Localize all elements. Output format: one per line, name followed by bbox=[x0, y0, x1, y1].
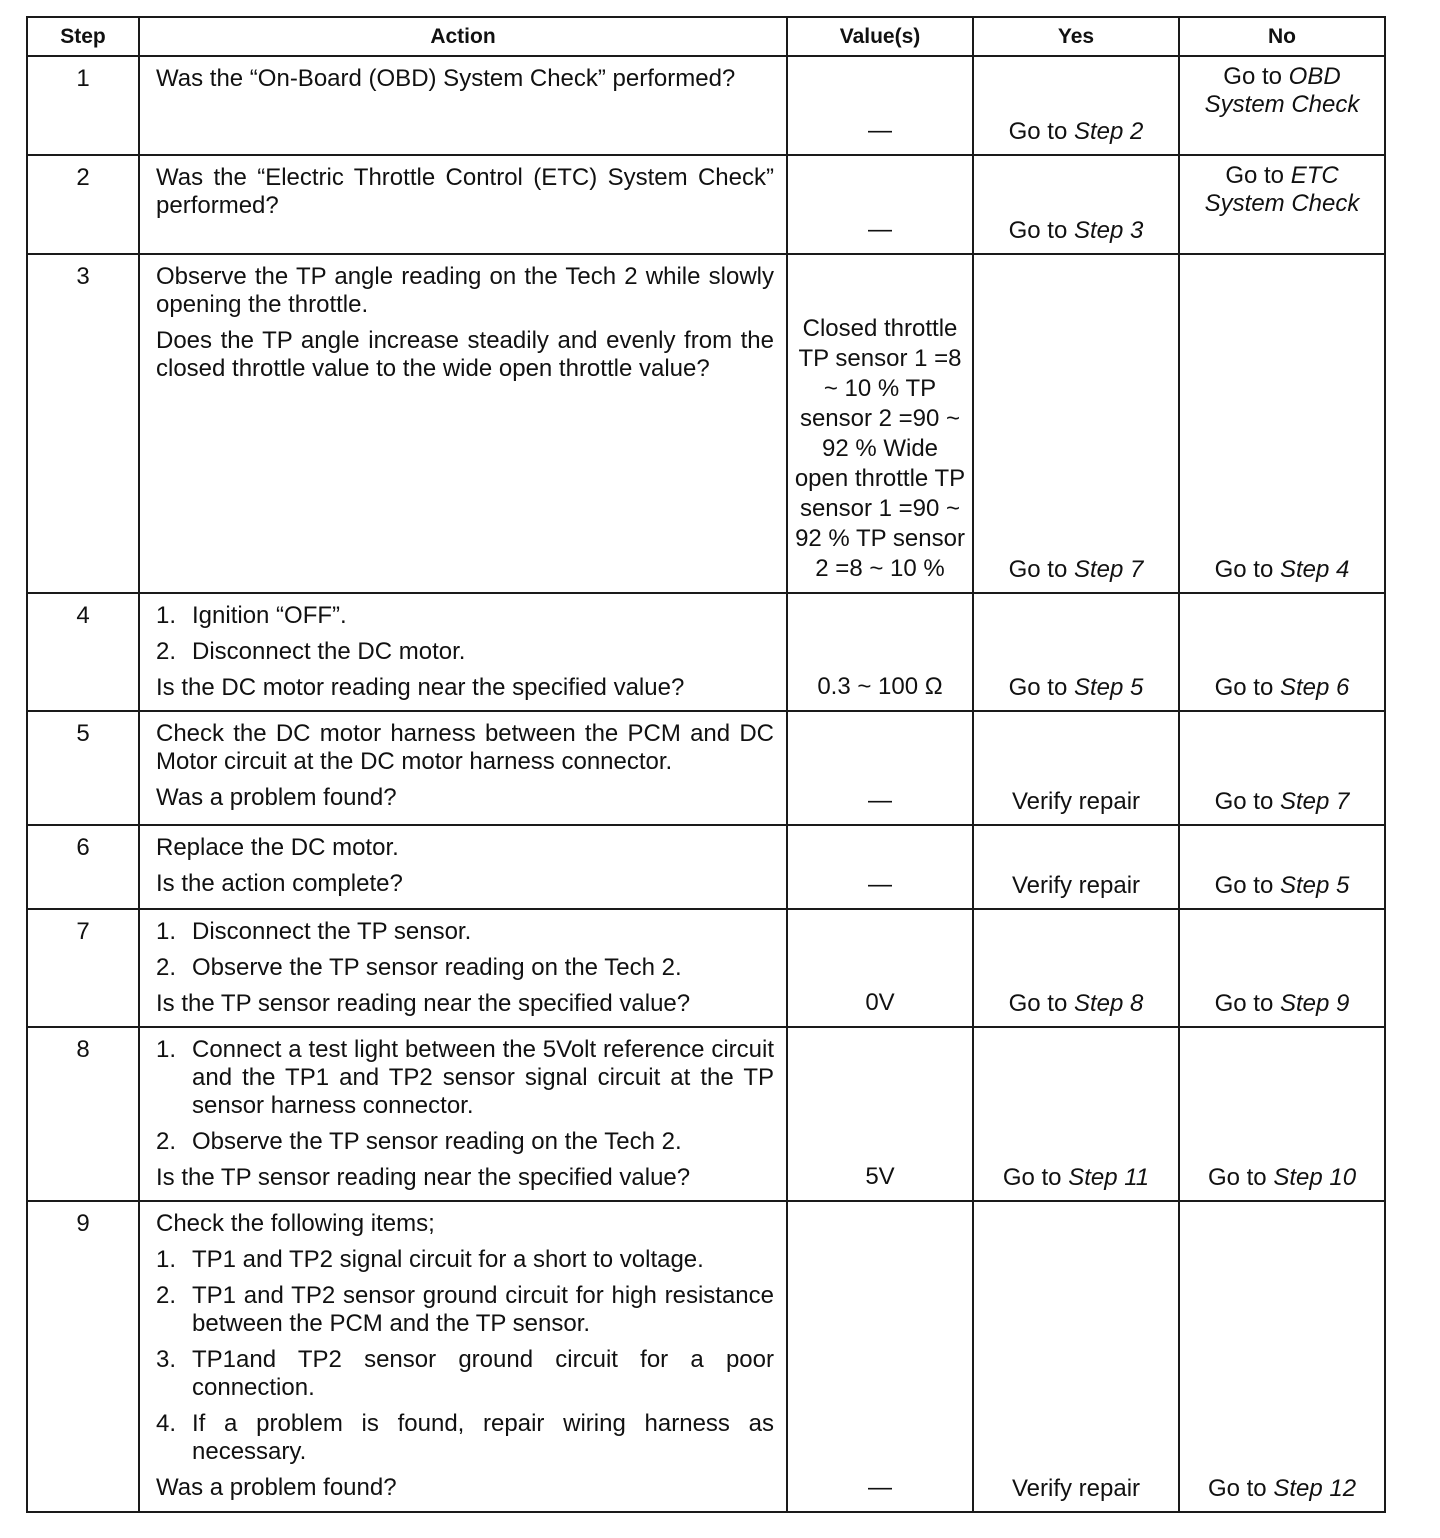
action-list-item bbox=[156, 1128, 774, 1156]
no-target-link[interactable]: Step 10 bbox=[1273, 1164, 1357, 1191]
list-text: Observe the TP sensor reading on the Tech 2. bbox=[192, 1128, 682, 1155]
no-prefix: Go to bbox=[1214, 556, 1280, 583]
yes-target-link[interactable]: Step 5 bbox=[1073, 674, 1144, 701]
action-list-item bbox=[156, 918, 774, 946]
action-intro: Check the DC motor harness between the PCM and DC Motor circuit at the DC motor harness connector. bbox=[156, 720, 774, 775]
action-question: Was the “Electric Throttle Control (ETC) System Check” performed? bbox=[156, 164, 774, 219]
table-body bbox=[27, 56, 1385, 1512]
no-prefix: Go to bbox=[1214, 990, 1280, 1017]
yes-cell bbox=[973, 593, 1179, 711]
value-cell bbox=[787, 155, 973, 254]
step-number: 8 bbox=[27, 1027, 139, 1201]
no-cell bbox=[1179, 593, 1385, 711]
no-prefix: Go to bbox=[1207, 1475, 1274, 1502]
yes-cell bbox=[973, 1027, 1179, 1201]
yes-prefix: Go to bbox=[1002, 1164, 1069, 1191]
no-target-link[interactable]: Step 12 bbox=[1273, 1475, 1357, 1502]
action-list-item bbox=[156, 1036, 774, 1120]
action-question: Was a problem found? bbox=[156, 784, 397, 811]
action-intro: Observe the TP angle reading on the Tech 2 while slowly opening the throttle. bbox=[156, 263, 774, 318]
yes-target-link[interactable]: Step 8 bbox=[1073, 990, 1144, 1017]
header-step: Step bbox=[27, 17, 139, 56]
step-number: 1 bbox=[27, 56, 139, 155]
table-row bbox=[27, 155, 1385, 254]
header-values: Value(s) bbox=[787, 17, 973, 56]
yes-cell bbox=[973, 711, 1179, 825]
yes-cell bbox=[973, 155, 1179, 254]
table-row bbox=[27, 254, 1385, 593]
header-yes: Yes bbox=[973, 17, 1179, 56]
action-cell bbox=[139, 711, 787, 825]
no-cell bbox=[1179, 254, 1385, 593]
no-target-link[interactable]: ETC System Check bbox=[1204, 162, 1360, 217]
step-number: 9 bbox=[27, 1201, 139, 1512]
yes-prefix: Verify repair bbox=[1011, 872, 1141, 899]
yes-prefix: Go to bbox=[1008, 556, 1074, 583]
list-number: 2. bbox=[156, 954, 177, 981]
action-list-item bbox=[156, 1346, 774, 1402]
action-list-item bbox=[156, 1282, 774, 1338]
step-number: 5 bbox=[27, 711, 139, 825]
list-text: Observe the TP sensor reading on the Tech 2. bbox=[192, 954, 682, 981]
list-text: If a problem is found, repair wiring harness as necessary. bbox=[192, 1410, 774, 1465]
yes-prefix: Verify repair bbox=[1011, 1475, 1141, 1502]
action-list-item bbox=[156, 602, 774, 630]
specified-value: — bbox=[868, 871, 892, 898]
specified-value: 0.3 ~ 100 Ω bbox=[817, 673, 943, 700]
yes-prefix: Go to bbox=[1008, 674, 1074, 701]
header-action: Action bbox=[139, 17, 787, 56]
step-number: 2 bbox=[27, 155, 139, 254]
step-number: 4 bbox=[27, 593, 139, 711]
table-row bbox=[27, 56, 1385, 155]
list-text: Ignition “OFF”. bbox=[192, 602, 347, 629]
no-target-link[interactable]: OBD System Check bbox=[1204, 63, 1360, 118]
value-cell bbox=[787, 593, 973, 711]
yes-cell bbox=[973, 56, 1179, 155]
yes-prefix: Go to bbox=[1008, 217, 1074, 244]
value-cell bbox=[787, 825, 973, 909]
table-row bbox=[27, 593, 1385, 711]
action-cell bbox=[139, 1027, 787, 1201]
action-question: Is the DC motor reading near the specified value? bbox=[156, 674, 685, 701]
no-cell bbox=[1179, 56, 1385, 155]
step-number: 3 bbox=[27, 254, 139, 593]
specified-value: — bbox=[868, 216, 892, 243]
no-target-link[interactable]: Step 9 bbox=[1279, 990, 1350, 1017]
value-cell bbox=[787, 909, 973, 1027]
list-number: 1. bbox=[156, 602, 177, 629]
action-cell bbox=[139, 56, 787, 155]
action-cell bbox=[139, 593, 787, 711]
yes-prefix: Verify repair bbox=[1011, 788, 1141, 815]
no-prefix: Go to bbox=[1214, 872, 1280, 899]
action-cell bbox=[139, 909, 787, 1027]
no-cell bbox=[1179, 909, 1385, 1027]
list-text: Connect a test light between the 5Volt reference circuit and the TP1 and TP2 sensor signal circuit at the TP sensor harness connector. bbox=[192, 1036, 774, 1119]
value-cell bbox=[787, 56, 973, 155]
list-number: 2. bbox=[156, 1282, 177, 1309]
action-question: Was the “On-Board (OBD) System Check” performed? bbox=[156, 65, 736, 92]
action-list-item bbox=[156, 954, 774, 982]
no-cell bbox=[1179, 1201, 1385, 1512]
no-target-link[interactable]: Step 7 bbox=[1279, 788, 1350, 815]
list-number: 1. bbox=[156, 1246, 177, 1273]
yes-prefix: Go to bbox=[1008, 118, 1074, 145]
yes-cell bbox=[973, 909, 1179, 1027]
action-question: Is the TP sensor reading near the specified value? bbox=[156, 1164, 691, 1191]
specified-value: Closed throttle TP sensor 1 =8 ~ 10 % TP sensor 2 =90 ~ 92 % Wide open throttle TP sensor 1 =90 ~ 92 % TP sensor 2 =8 ~ 10 % bbox=[794, 315, 966, 582]
no-prefix: Go to bbox=[1214, 674, 1280, 701]
action-list-item bbox=[156, 1410, 774, 1466]
no-prefix: Go to bbox=[1225, 162, 1291, 189]
yes-prefix: Go to bbox=[1008, 990, 1074, 1017]
step-number: 7 bbox=[27, 909, 139, 1027]
yes-target-link[interactable]: Step 7 bbox=[1073, 556, 1144, 583]
diagnostic-table bbox=[26, 16, 1386, 1513]
specified-value: 0V bbox=[865, 989, 895, 1016]
no-cell bbox=[1179, 1027, 1385, 1201]
yes-target-link[interactable]: Step 2 bbox=[1073, 118, 1144, 145]
table-row bbox=[27, 711, 1385, 825]
action-question: Is the action complete? bbox=[156, 870, 403, 897]
action-cell bbox=[139, 825, 787, 909]
value-cell bbox=[787, 711, 973, 825]
no-cell bbox=[1179, 155, 1385, 254]
action-intro: Check the following items; bbox=[156, 1210, 435, 1237]
list-number: 2. bbox=[156, 638, 177, 665]
list-text: TP1 and TP2 signal circuit for a short to voltage. bbox=[192, 1246, 704, 1273]
action-cell bbox=[139, 254, 787, 593]
yes-cell bbox=[973, 825, 1179, 909]
action-question: Was a problem found? bbox=[156, 1474, 397, 1501]
yes-cell bbox=[973, 1201, 1179, 1512]
table-row bbox=[27, 1201, 1385, 1512]
no-target-link[interactable]: Step 5 bbox=[1279, 872, 1350, 899]
no-cell bbox=[1179, 825, 1385, 909]
action-question: Is the TP sensor reading near the specified value? bbox=[156, 990, 691, 1017]
list-number: 1. bbox=[156, 1036, 177, 1063]
action-cell bbox=[139, 155, 787, 254]
specified-value: — bbox=[868, 787, 892, 814]
no-prefix: Go to bbox=[1214, 788, 1280, 815]
list-number: 3. bbox=[156, 1346, 177, 1373]
no-target-link[interactable]: Step 4 bbox=[1279, 556, 1350, 583]
header-row bbox=[27, 17, 1385, 56]
specified-value: — bbox=[868, 1474, 892, 1501]
list-text: TP1 and TP2 sensor ground circuit for high resistance between the PCM and the TP sensor. bbox=[192, 1282, 774, 1337]
action-cell bbox=[139, 1201, 787, 1512]
header-no: No bbox=[1179, 17, 1385, 56]
no-cell bbox=[1179, 711, 1385, 825]
no-prefix: Go to bbox=[1223, 63, 1289, 90]
list-text: TP1and TP2 sensor ground circuit for a poor connection. bbox=[192, 1346, 774, 1401]
value-cell bbox=[787, 254, 973, 593]
list-number: 2. bbox=[156, 1128, 177, 1155]
step-number: 6 bbox=[27, 825, 139, 909]
value-cell bbox=[787, 1201, 973, 1512]
specified-value: 5V bbox=[865, 1163, 895, 1190]
list-text: Disconnect the DC motor. bbox=[192, 638, 466, 665]
no-target-link[interactable]: Step 6 bbox=[1279, 674, 1350, 701]
specified-value: — bbox=[868, 117, 892, 144]
action-list-item bbox=[156, 1246, 774, 1274]
yes-cell bbox=[973, 254, 1179, 593]
list-number: 1. bbox=[156, 918, 177, 945]
action-intro: Replace the DC motor. bbox=[156, 834, 399, 861]
value-cell bbox=[787, 1027, 973, 1201]
list-number: 4. bbox=[156, 1410, 177, 1437]
table-row bbox=[27, 1027, 1385, 1201]
no-prefix: Go to bbox=[1207, 1164, 1274, 1191]
action-question: Does the TP angle increase steadily and evenly from the closed throttle value to the wide open throttle value? bbox=[156, 327, 774, 382]
action-list-item bbox=[156, 638, 774, 666]
table-row bbox=[27, 825, 1385, 909]
table-row bbox=[27, 909, 1385, 1027]
list-text: Disconnect the TP sensor. bbox=[192, 918, 472, 945]
yes-target-link[interactable]: Step 11 bbox=[1068, 1164, 1150, 1191]
yes-target-link[interactable]: Step 3 bbox=[1073, 217, 1144, 244]
